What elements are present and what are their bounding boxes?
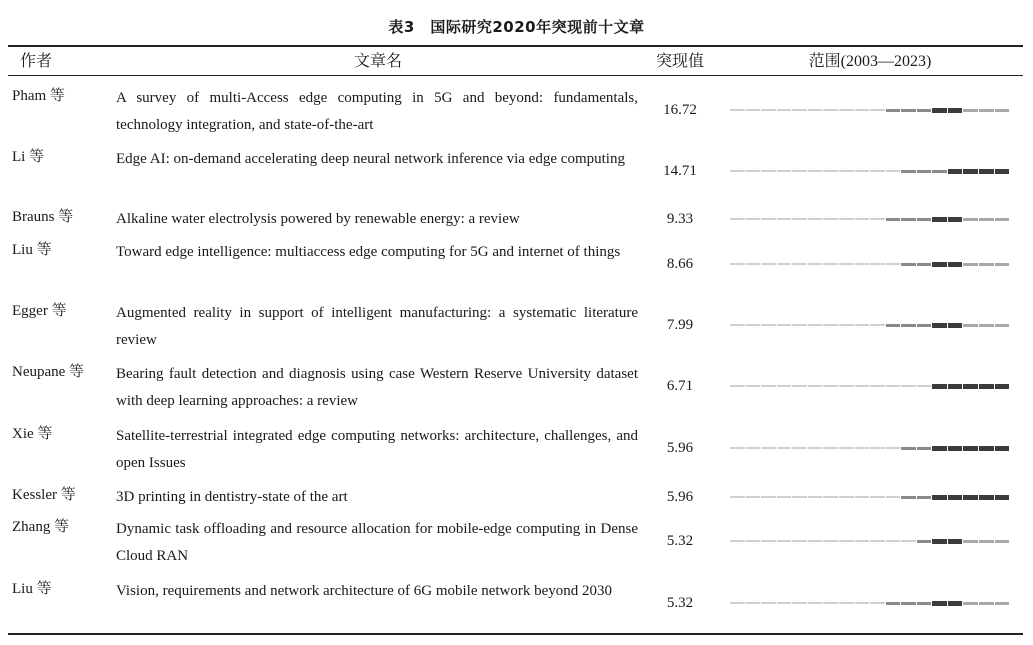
range-segment [995, 538, 1011, 544]
range-segment [886, 322, 902, 328]
range-segment [948, 261, 964, 267]
article-title-cell: Toward edge intelligence: multiaccess edge computing for 5G and internet of things [116, 244, 621, 260]
burst-value-cell: 6.71 [666, 378, 694, 394]
range-segment [870, 261, 886, 267]
range-segment [963, 538, 979, 544]
range-segment [808, 538, 824, 544]
range-segment [823, 600, 839, 606]
range-segment [870, 600, 886, 606]
range-segment [746, 445, 762, 451]
range-segment [746, 538, 762, 544]
range-segment [746, 168, 762, 174]
range-segment [948, 538, 964, 544]
range-segment [995, 322, 1011, 328]
range-segment [917, 445, 933, 451]
range-segment [948, 107, 964, 113]
range-segment [948, 383, 964, 389]
range-segment [855, 600, 871, 606]
author-cell: Pham 等 [12, 88, 65, 104]
range-segment [761, 538, 777, 544]
range-segment [901, 216, 917, 222]
range-segment [823, 538, 839, 544]
burst-value-cell: 8.66 [666, 256, 694, 272]
range-segment [839, 445, 855, 451]
range-segment [839, 494, 855, 500]
range-segment [979, 538, 995, 544]
range-segment [730, 107, 746, 113]
range-segment [870, 445, 886, 451]
range-segment [979, 107, 995, 113]
range-segment [917, 383, 933, 389]
range-segment [932, 168, 948, 174]
range-segment [855, 261, 871, 267]
range-segment [761, 107, 777, 113]
range-segment [730, 445, 746, 451]
range-segment [823, 494, 839, 500]
burst-range-bar [730, 494, 1010, 500]
burst-value-cell: 16.72 [663, 102, 697, 118]
range-segment [730, 383, 746, 389]
range-segment [979, 261, 995, 267]
range-segment [886, 216, 902, 222]
range-segment [979, 216, 995, 222]
range-segment [823, 322, 839, 328]
range-segment [917, 216, 933, 222]
range-segment [995, 445, 1011, 451]
burst-range-bar [730, 538, 1010, 544]
range-segment [979, 494, 995, 500]
range-segment [808, 261, 824, 267]
range-segment [963, 107, 979, 113]
range-segment [932, 216, 948, 222]
range-segment [761, 445, 777, 451]
author-cell: Liu 等 [12, 581, 52, 597]
range-segment [792, 107, 808, 113]
range-segment [917, 538, 933, 544]
range-segment [730, 216, 746, 222]
article-title-cell: Satellite-terrestrial integrated edge computing networks: architecture, challenges, and open Issues [116, 428, 638, 471]
range-segment [855, 216, 871, 222]
range-segment [839, 600, 855, 606]
burst-value-cell: 5.96 [666, 489, 694, 505]
range-segment [855, 383, 871, 389]
range-segment [886, 538, 902, 544]
range-segment [730, 322, 746, 328]
author-cell: Li 等 [12, 149, 45, 165]
range-segment [870, 322, 886, 328]
range-segment [932, 322, 948, 328]
range-segment [839, 538, 855, 544]
range-segment [730, 168, 746, 174]
range-segment [917, 600, 933, 606]
range-segment [792, 168, 808, 174]
range-segment [948, 600, 964, 606]
range-segment [932, 261, 948, 267]
range-segment [886, 168, 902, 174]
range-segment [730, 600, 746, 606]
range-segment [979, 445, 995, 451]
burst-value-cell: 7.99 [666, 317, 694, 333]
range-segment [948, 445, 964, 451]
range-segment [917, 322, 933, 328]
range-segment [886, 261, 902, 267]
range-segment [855, 445, 871, 451]
burst-value-cell: 9.33 [666, 211, 694, 227]
range-segment [777, 261, 793, 267]
range-segment [995, 383, 1011, 389]
author-cell: Xie 等 [12, 426, 53, 442]
header-title: 文章名 [353, 53, 402, 70]
range-segment [995, 261, 1011, 267]
range-segment [746, 107, 762, 113]
range-segment [792, 322, 808, 328]
burst-range-bar [730, 216, 1010, 222]
range-segment [746, 494, 762, 500]
burst-range-bar [730, 322, 1010, 328]
range-segment [761, 322, 777, 328]
range-segment [746, 600, 762, 606]
article-title-cell: Dynamic task offloading and resource allocation for mobile-edge computing in Dense Cloud RAN [116, 521, 638, 564]
range-segment [777, 600, 793, 606]
range-segment [761, 494, 777, 500]
burst-range-bar [730, 107, 1010, 113]
range-segment [777, 216, 793, 222]
range-segment [932, 600, 948, 606]
range-segment [995, 494, 1011, 500]
range-segment [823, 383, 839, 389]
range-segment [855, 107, 871, 113]
range-segment [823, 168, 839, 174]
range-segment [979, 168, 995, 174]
range-segment [808, 168, 824, 174]
range-segment [979, 322, 995, 328]
burst-value-cell: 14.71 [663, 163, 697, 179]
range-segment [855, 538, 871, 544]
range-segment [963, 322, 979, 328]
range-segment [761, 216, 777, 222]
range-segment [823, 216, 839, 222]
range-segment [948, 494, 964, 500]
range-segment [932, 445, 948, 451]
table-caption: 表3 国际研究2020年突现前十文章 [388, 18, 645, 36]
range-segment [808, 216, 824, 222]
range-segment [808, 600, 824, 606]
range-segment [839, 261, 855, 267]
range-segment [855, 322, 871, 328]
range-segment [932, 494, 948, 500]
range-segment [777, 494, 793, 500]
range-segment [855, 168, 871, 174]
range-segment [855, 494, 871, 500]
article-title-cell: Vision, requirements and network architecture of 6G mobile network beyond 2030 [116, 583, 613, 599]
burst-range-bar [730, 600, 1010, 606]
range-segment [917, 494, 933, 500]
range-segment [963, 216, 979, 222]
author-cell: Zhang 等 [12, 519, 70, 535]
author-cell: Egger 等 [12, 303, 67, 319]
range-segment [823, 445, 839, 451]
burst-value-cell: 5.32 [666, 533, 694, 549]
range-segment [792, 261, 808, 267]
range-segment [808, 445, 824, 451]
author-cell: Neupane 等 [12, 364, 85, 380]
range-segment [963, 168, 979, 174]
burst-range-bar [730, 261, 1010, 267]
range-segment [839, 383, 855, 389]
header-author: 作者 [20, 53, 53, 70]
range-segment [901, 168, 917, 174]
range-segment [823, 261, 839, 267]
range-segment [777, 383, 793, 389]
burst-range-bar [730, 445, 1010, 451]
range-segment [870, 538, 886, 544]
range-segment [761, 168, 777, 174]
range-segment [792, 383, 808, 389]
range-segment [995, 600, 1011, 606]
range-segment [963, 383, 979, 389]
author-cell: Liu 等 [12, 242, 52, 258]
header-burst-value: 突现值 [655, 53, 704, 70]
range-segment [917, 261, 933, 267]
article-title-cell: Edge AI: on-demand accelerating deep neural network inference via edge computing [116, 151, 625, 167]
table-bottom-rule [8, 633, 1023, 635]
range-segment [808, 494, 824, 500]
range-segment [948, 168, 964, 174]
range-segment [963, 600, 979, 606]
burst-range-bar [730, 383, 1010, 389]
burst-value-cell: 5.96 [666, 440, 694, 456]
range-segment [777, 168, 793, 174]
range-segment [995, 168, 1011, 174]
range-segment [746, 383, 762, 389]
range-segment [870, 216, 886, 222]
header-range: 范围(2003—2023) [808, 53, 932, 70]
range-segment [932, 107, 948, 113]
range-segment [746, 261, 762, 267]
range-segment [963, 494, 979, 500]
range-segment [839, 107, 855, 113]
article-title-cell: 3D printing in dentistry-state of the art [116, 489, 348, 505]
range-segment [839, 322, 855, 328]
range-segment [901, 261, 917, 267]
range-segment [777, 107, 793, 113]
range-segment [948, 216, 964, 222]
range-segment [932, 383, 948, 389]
range-segment [886, 107, 902, 113]
range-segment [901, 494, 917, 500]
range-segment [777, 445, 793, 451]
range-segment [808, 322, 824, 328]
range-segment [761, 383, 777, 389]
range-segment [730, 494, 746, 500]
range-segment [777, 538, 793, 544]
range-segment [730, 538, 746, 544]
range-segment [901, 322, 917, 328]
range-segment [777, 322, 793, 328]
range-segment [886, 445, 902, 451]
range-segment [901, 107, 917, 113]
range-segment [792, 600, 808, 606]
range-segment [963, 261, 979, 267]
range-segment [870, 494, 886, 500]
author-cell: Brauns 等 [12, 209, 74, 225]
table-header-rule [8, 75, 1023, 76]
article-title-cell: Bearing fault detection and diagnosis using case Western Reserve University dataset with deep learning approaches: a review [116, 366, 638, 409]
range-segment [963, 445, 979, 451]
range-segment [886, 600, 902, 606]
range-segment [808, 383, 824, 389]
author-cell: Kessler 等 [12, 487, 76, 503]
range-segment [901, 383, 917, 389]
range-segment [917, 107, 933, 113]
range-segment [808, 107, 824, 113]
range-segment [979, 600, 995, 606]
range-segment [730, 261, 746, 267]
range-segment [995, 107, 1011, 113]
range-segment [761, 600, 777, 606]
range-segment [979, 383, 995, 389]
article-title-cell: A survey of multi-Access edge computing in 5G and beyond: fundamentals, technology integration, and state-of-the-art [116, 90, 638, 133]
range-segment [901, 538, 917, 544]
range-segment [886, 383, 902, 389]
range-segment [746, 322, 762, 328]
range-segment [746, 216, 762, 222]
burst-value-cell: 5.32 [666, 595, 694, 611]
range-segment [761, 261, 777, 267]
range-segment [792, 216, 808, 222]
range-segment [823, 107, 839, 113]
burst-range-bar [730, 168, 1010, 174]
range-segment [870, 107, 886, 113]
range-segment [839, 216, 855, 222]
range-segment [870, 383, 886, 389]
range-segment [792, 445, 808, 451]
article-title-cell: Alkaline water electrolysis powered by renewable energy: a review [116, 211, 520, 227]
range-segment [901, 600, 917, 606]
range-segment [932, 538, 948, 544]
range-segment [870, 168, 886, 174]
range-segment [917, 168, 933, 174]
article-title-cell: Augmented reality in support of intelligent manufacturing: a systematic literature review [116, 305, 638, 348]
range-segment [886, 494, 902, 500]
range-segment [792, 494, 808, 500]
range-segment [948, 322, 964, 328]
range-segment [792, 538, 808, 544]
table-top-rule [8, 45, 1023, 47]
range-segment [901, 445, 917, 451]
range-segment [995, 216, 1011, 222]
range-segment [839, 168, 855, 174]
